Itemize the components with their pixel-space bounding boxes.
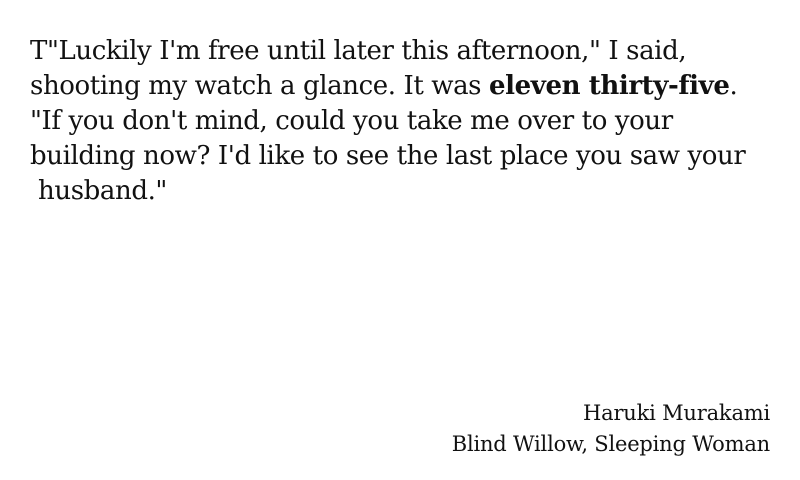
book-title: Blind Willow, Sleeping Woman [451, 432, 770, 456]
quote-line [30, 69, 780, 104]
attribution [452, 398, 770, 460]
quote-text-segment: shooting my watch a glance. It was [30, 71, 489, 101]
quote-line: husband." [38, 176, 167, 206]
highlighted-time: eleven thirty-five [489, 71, 730, 101]
quote-line: T"Luckily I'm free until later this afternoon," I said, [30, 36, 687, 66]
quote-text [30, 34, 780, 209]
quote-text-segment: . [729, 71, 738, 101]
author-name: Haruki Murakami [583, 401, 770, 425]
quote-line: "If you don't mind, could you take me over to your [30, 106, 673, 136]
quote-line: building now? I'd like to see the last place you saw your [30, 141, 746, 171]
